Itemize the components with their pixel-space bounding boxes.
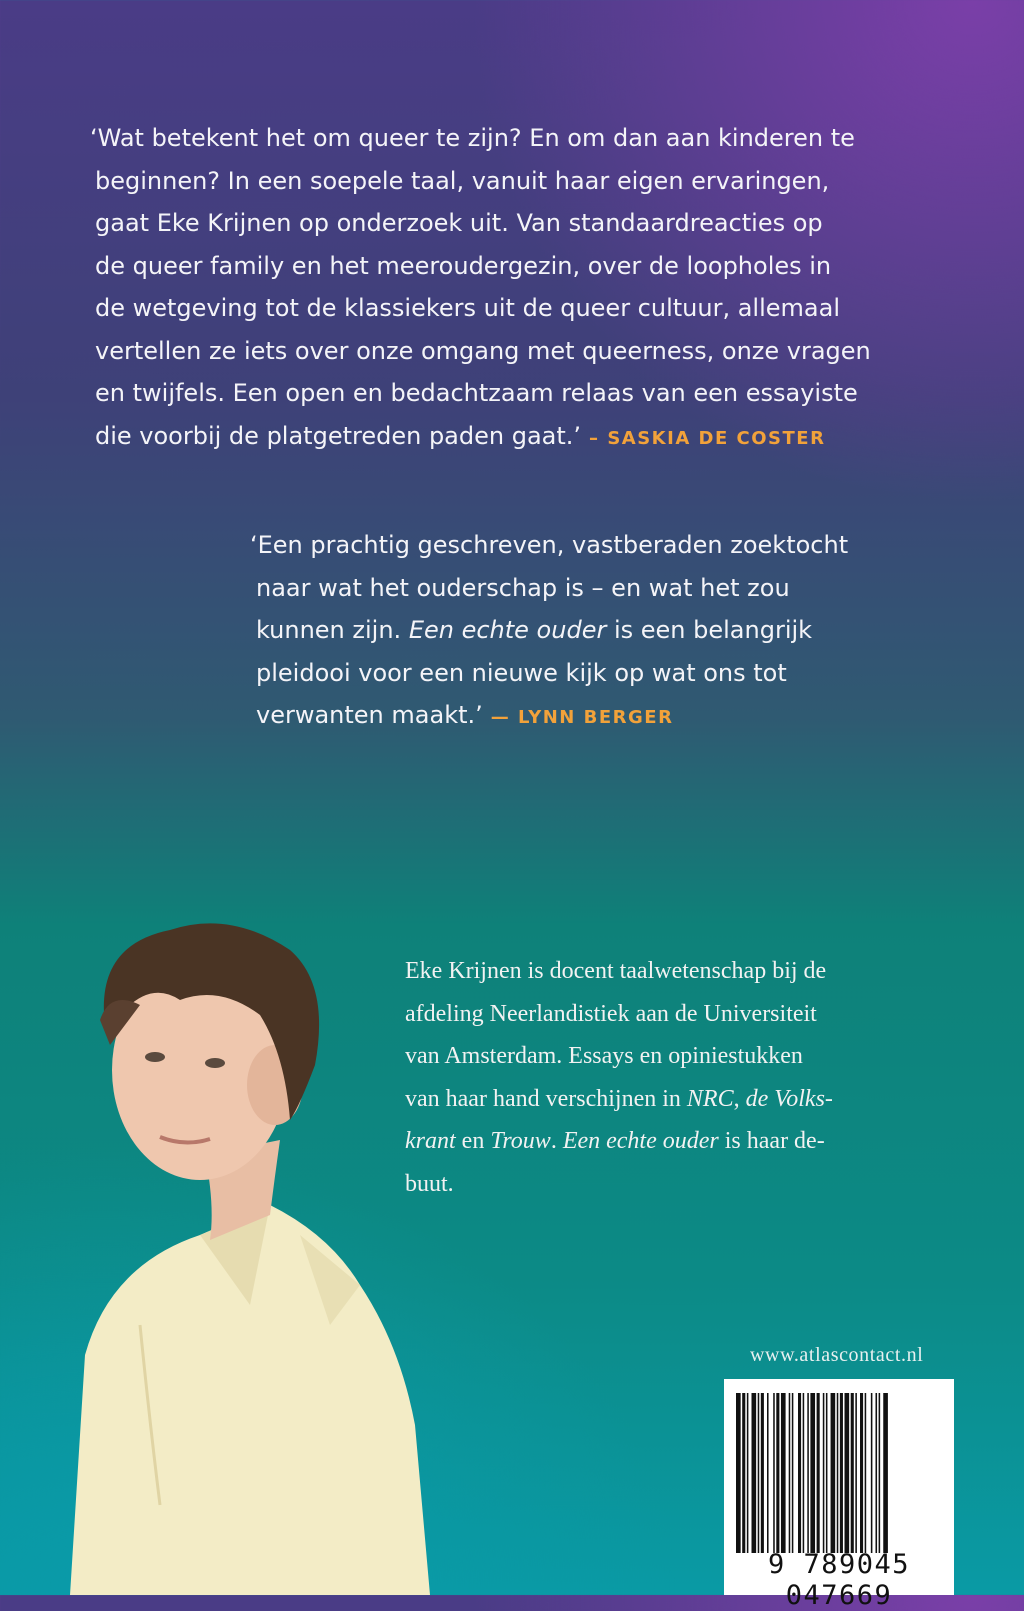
- barcode-bar: [789, 1393, 791, 1553]
- quote-text: is een belangrijk: [606, 616, 813, 644]
- publisher-website[interactable]: www.atlascontact.nl: [750, 1344, 924, 1366]
- publication-name: NRC: [686, 1085, 734, 1112]
- barcode-bar: [851, 1393, 854, 1553]
- barcode-bar: [826, 1393, 828, 1553]
- barcode-bar: [803, 1393, 805, 1553]
- barcode-bar: [792, 1393, 794, 1553]
- book-title: Een echte ouder: [408, 616, 607, 644]
- barcode-bar: [837, 1393, 839, 1553]
- quote-attribution: – SASKIA DE COSTER: [589, 427, 826, 449]
- barcode-bar: [807, 1393, 809, 1553]
- publication-name: Trouw: [490, 1128, 551, 1154]
- barcode-bars: [736, 1393, 942, 1553]
- barcode-bar: [845, 1393, 850, 1553]
- quote-line-text: die voorbij de platgetreden paden gaat.’: [95, 421, 582, 450]
- quote-line: gaat Eke Krijnen op onderzoek uit. Van standaardreacties op: [95, 209, 823, 237]
- quote-line: beginnen? In een soepele taal, vanuit haar eigen ervaringen,: [95, 166, 830, 195]
- barcode-bar: [776, 1393, 779, 1553]
- quote-line: [250, 609, 848, 652]
- barcode-bar: [823, 1393, 825, 1553]
- barcode-bar: [876, 1393, 878, 1553]
- publication-name: krant: [405, 1128, 456, 1154]
- barcode-bar: [752, 1393, 757, 1553]
- barcode-bar: [879, 1393, 881, 1553]
- quote-text: kunnen zijn.: [256, 616, 409, 644]
- quote-line-text: verwanten maakt.’: [256, 701, 483, 729]
- barcode-bar: [817, 1393, 820, 1553]
- bio-line: Eke Krijnen is docent taalwetenschap bij de: [405, 958, 827, 984]
- barcode-bar: [855, 1393, 857, 1553]
- barcode-bar: [747, 1393, 749, 1553]
- barcode-bar: [865, 1393, 867, 1553]
- quote-line: ‘Wat betekent het om queer te zijn? En om dan aan kinderen te: [90, 124, 855, 152]
- quote-line-last: [250, 694, 848, 740]
- quote-line: naar wat het ouderschap is – en wat het zou: [256, 573, 790, 602]
- barcode: [724, 1379, 954, 1611]
- barcode-bar: [761, 1393, 764, 1553]
- author-photo: [0, 905, 430, 1595]
- quote-line: de wetgeving tot de klassiekers uit de queer cultuur, allemaal: [95, 294, 840, 322]
- barcode-bar: [767, 1393, 769, 1553]
- barcode-bar: [736, 1393, 741, 1553]
- bio-text: en: [455, 1128, 491, 1154]
- quote-line: en twijfels. Een open en bedachtzaam relaas van een essayiste: [95, 379, 858, 407]
- bio-text: van haar hand verschijnen in: [405, 1085, 687, 1112]
- author-bio: [405, 950, 905, 1205]
- barcode-bar: [781, 1393, 786, 1553]
- quote-saskia-de-coster: [90, 117, 871, 460]
- bio-line: van Amsterdam. Essays en opiniestukken: [405, 1043, 803, 1069]
- barcode-bar: [742, 1393, 745, 1553]
- book-title: Een echte ouder: [562, 1128, 719, 1154]
- barcode-bar: [860, 1393, 863, 1553]
- isbn-number: 9 789045 047669: [767, 1549, 911, 1611]
- quote-line: pleidooi voor een nieuwe kijk op wat ons tot: [256, 658, 787, 687]
- barcode-bar: [773, 1393, 775, 1553]
- barcode-bar: [758, 1393, 760, 1553]
- barcode-bar: [831, 1393, 836, 1553]
- quote-line: vertellen ze iets over onze omgang met queerness, onze vragen: [95, 336, 871, 365]
- bio-line: [405, 1120, 905, 1163]
- barcode-bar: [810, 1393, 815, 1553]
- bio-line: afdeling Neerlandistiek aan de Universiteit: [405, 1000, 817, 1027]
- quote-lynn-berger: [250, 524, 848, 740]
- publication-name: de Volks-: [745, 1085, 833, 1112]
- barcode-bar: [798, 1393, 801, 1553]
- bio-line: [405, 1078, 905, 1121]
- bio-text: .: [550, 1128, 563, 1154]
- barcode-bar: [840, 1393, 843, 1553]
- quote-line: ‘Een prachtig geschreven, vastberaden zoektocht: [250, 531, 849, 559]
- quote-attribution: — LYNN BERGER: [490, 707, 674, 728]
- barcode-bar: [871, 1393, 873, 1553]
- bio-text: ,: [733, 1085, 746, 1112]
- quote-line-last: [90, 415, 871, 461]
- bio-line: buut.: [405, 1170, 454, 1197]
- bio-text: is haar de-: [718, 1128, 825, 1154]
- quote-line: de queer family en het meeroudergezin, over de loopholes in: [95, 251, 832, 280]
- barcode-bar: [883, 1393, 888, 1553]
